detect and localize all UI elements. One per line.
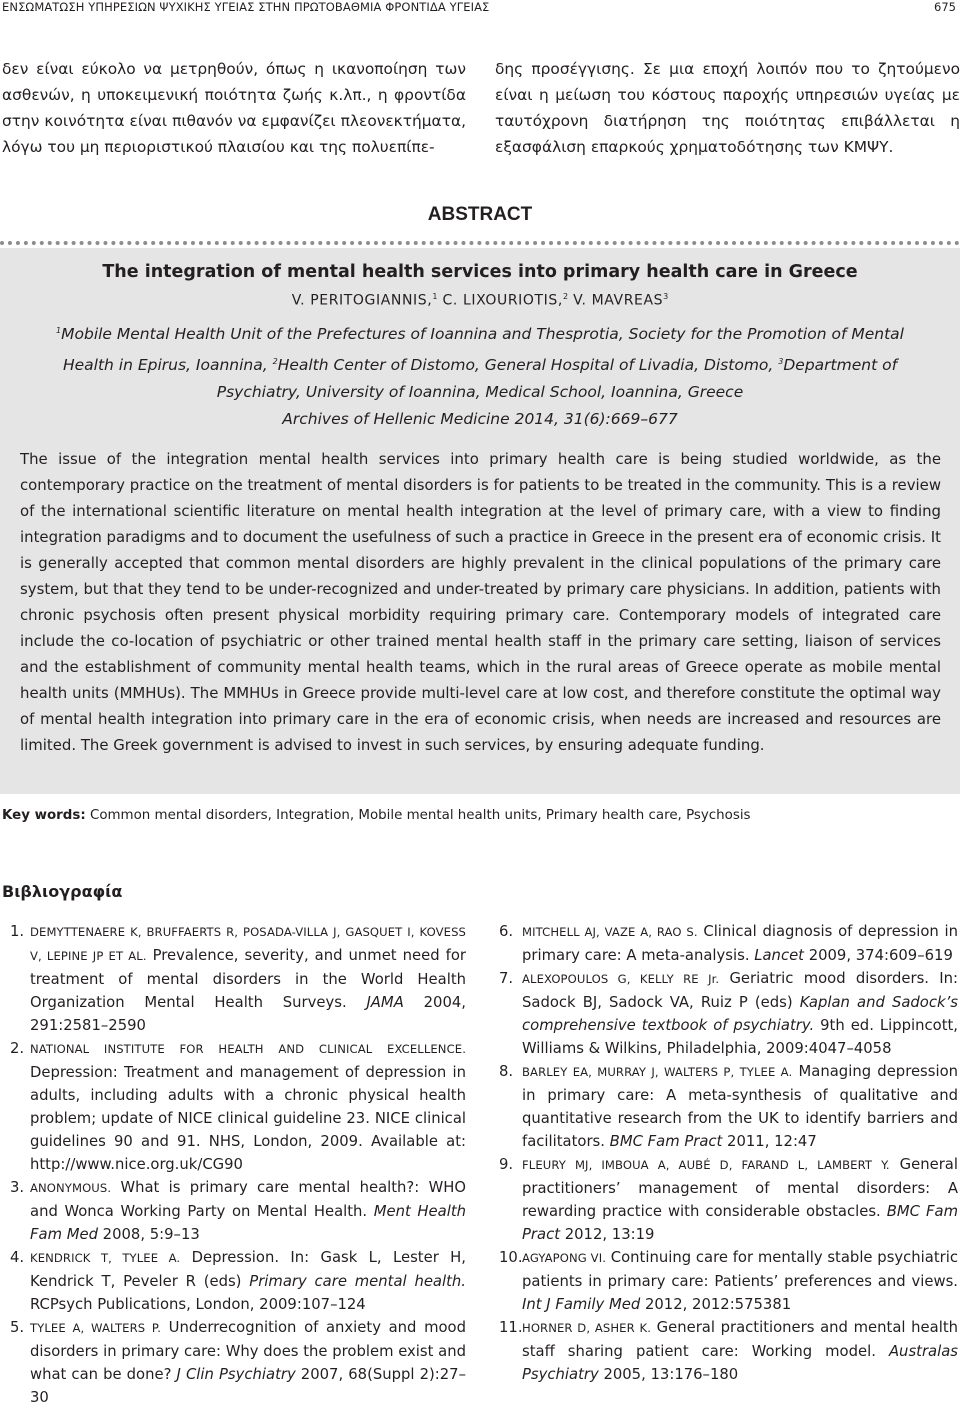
author-name: C. LIXOURIOTIS,	[442, 292, 563, 309]
abstract-body: The issue of the integration mental health services into primary health care is being studied worldwide, as the contemporary practice on the treatment of mental disorders is for patients to be treated in the community. This is a review of the international scientific literature on mental health integration at the level of primary care, with a view to finding integration paradigms and to document the usefulness of such a practice in Greece in the present era of economic crisis. It is generally accepted that common mental disorders are highly prevalent in the clinical populations of the primary care system, but that they tend to be under-recognized and under-treated by primary care physicians. In addition, patients with chronic psychosis often present physical morbidity requiring primary care. Contemporary models of integrated care include the co-location of psychiatric or other trained mental health staff in the primary care setting, liaison of services and the establishment of community mental health teams, which in the rural areas of Greece operate as mobile mental health units (MMHUs). The MMHUs in Greece provide multi-level care at low cost, and therefore constitute the optimal way of mental health integration into primary care in the era of economic crisis, when needs are increased and resources are limited. The Greek government is advised to invest in such services, by ensuring adequate funding.	[20, 450, 941, 754]
abstract-heading: ABSTRACT	[427, 204, 533, 225]
reference-number: 1.	[10, 923, 25, 940]
reference-text: What is primary care mental health?: WHO and Wonca Working Party on Mental Health.	[30, 1179, 466, 1220]
reference-text: General practitioners and mental health staff sharing patient care: Working model.	[522, 1319, 958, 1360]
reference-details: 2012, 2012:575381	[640, 1296, 792, 1313]
affiliations	[30, 317, 930, 406]
reference-text: Managing depression in primary care: A meta-synthesis of qualitative and quantitative research from the UK to identify barriers and facilitators.	[522, 1063, 959, 1150]
reference-number: 3.	[10, 1179, 25, 1196]
reference-item	[492, 920, 958, 967]
reference-item	[492, 967, 958, 1060]
reference-journal: Lancet	[754, 947, 804, 964]
affiliation-text: Mobile Mental Health Unit of the Prefectures of Ioannina and Thesprotia, Society for the Promotion of Mental Health in Epirus, Ioannina,	[61, 325, 904, 375]
reference-journal: Australas Psychiatry	[522, 1343, 958, 1383]
running-title: ΕΝΣΩΜΑΤΩΣΗ ΥΠΗΡΕΣΙΩΝ ΨΥΧΙΚΗΣ ΥΓΕΙΑΣ ΣΤΗΝ ΠΡΩΤΟΒΑΘΜΙΑ ΦΡΟΝΤΙΔΑ ΥΓΕΙΑΣ	[2, 0, 490, 14]
reference-authors: HORNER D, ASHER K.	[522, 1321, 651, 1335]
reference-item	[2, 920, 466, 1037]
reference-details: 2004, 291:2581–2590	[30, 994, 466, 1034]
running-header	[0, 0, 960, 16]
reference-text: Continuing care for mentally stable psychiatric patients in primary care: Patients’ preferences and views.	[522, 1249, 958, 1290]
reference-item	[2, 1037, 466, 1176]
reference-item	[492, 1246, 958, 1316]
reference-item	[2, 1176, 466, 1246]
reference-number: 4.	[10, 1249, 25, 1266]
author-list	[0, 292, 960, 309]
journal-citation: Archives of Hellenic Medicine 2014, 31(6):669–677	[282, 410, 678, 428]
dotted-divider	[0, 241, 960, 245]
reference-text: Underrecognition of anxiety and mood disorders in primary care: Why does the problem exist and what can be done?	[30, 1319, 466, 1383]
reference-details: RCPsych Publications, London, 2009:107–124	[30, 1296, 366, 1313]
page-number: 675	[934, 0, 956, 14]
reference-text: Clinical diagnosis of depression in primary care: A meta-analysis.	[522, 923, 959, 964]
affiliation-mark: 2	[272, 357, 278, 367]
author-affiliation-mark: 2	[562, 292, 569, 301]
reference-journal: BMC Fam Pract	[522, 1203, 959, 1243]
reference-details: 2012, 13:19	[560, 1226, 655, 1243]
keywords-label: Key words:	[2, 808, 86, 823]
reference-number: 9.	[499, 1156, 514, 1173]
reference-journal: BMC Fam Pract	[609, 1133, 723, 1150]
reference-journal: Primary care mental health.	[249, 1273, 466, 1290]
reference-text: General practitioners’ management of mental disorders: A rewarding practice with considerable obstacles.	[522, 1156, 958, 1220]
bibliography-heading: Βιβλιογραφία	[2, 882, 123, 901]
reference-item	[492, 1153, 958, 1246]
reference-details: 2007, 68(Suppl 2):27–30	[30, 1366, 466, 1406]
reference-text: Depression. In: Gask L, Lester H, Kendrick T, Peveler R (eds)	[30, 1249, 466, 1290]
reference-journal: J Clin Psychiatry	[176, 1366, 296, 1383]
reference-authors: MITCHELL AJ, VAZE A, RAO S.	[522, 925, 698, 939]
keywords-text: Common mental disorders, Integration, Mobile mental health units, Primary health care, Psychosis	[89, 808, 751, 823]
reference-journal: Ment Health Fam Med	[30, 1203, 466, 1243]
reference-authors: DEMYTTENAERE K, BRUFFAERTS R, POSADA-VILLA J, GASQUET I, KOVESS V, LEPINE JP ET AL.	[30, 925, 466, 963]
reference-authors: ALEXOPOULOS G, KELLY RE Jr.	[522, 972, 720, 986]
reference-number: 6.	[499, 923, 514, 940]
reference-number: 5.	[10, 1319, 25, 1336]
author-name: V. MAVREAS	[573, 292, 664, 309]
reference-number: 8.	[499, 1063, 514, 1080]
keywords	[2, 808, 952, 823]
author-affiliation-mark: 3	[663, 292, 669, 301]
reference-number: 10.	[499, 1249, 523, 1266]
reference-number: 2.	[10, 1040, 25, 1057]
reference-item	[2, 1316, 466, 1409]
reference-text: Depression: Treatment and management of depression in adults, including adults with a chronic physical health problem; update of NICE clinical guideline 23. NICE clinical guidelines 90 and 91. NHS, London, 2009. Available at: http://www.nice.org.uk/CG90	[30, 1064, 466, 1173]
reference-details: 9th ed. Lippincott, Williams & Wilkins, Philadelphia, 2009:4047–4058	[522, 1017, 958, 1057]
affiliation-mark: 1	[56, 326, 62, 335]
affiliation-mark: 3	[778, 357, 784, 367]
reference-authors: TYLEE A, WALTERS P.	[30, 1321, 161, 1335]
reference-authors: NATIONAL INSTITUTE FOR HEALTH AND CLINICAL EXCELLENCE.	[30, 1042, 466, 1056]
reference-details: 2009, 374:609–619	[803, 947, 953, 964]
greek-text-left-column: δεν είναι εύκολο να μετρηθούν, όπως η ικανοποίηση των ασθενών, η υποκειμενική ποιότητα ζωής κ.λπ., η φροντίδα στην κοινότητα είναι πιθανόν να εμφανίζει πλεονεκτήματα, λόγω του μη περιοριστικού πλαισίου και της πολυεπίπε-	[2, 60, 466, 156]
affiliation-text: Department of Psychiatry, University of Ioannina, Medical School, Ioannina, Greece	[216, 356, 898, 402]
reference-item	[492, 1060, 958, 1153]
reference-text: Geriatric mood disorders. In: Sadock BJ, Sadock VA, Ruiz P (eds)	[522, 970, 958, 1011]
reference-number: 7.	[499, 970, 514, 987]
reference-journal: JAMA	[366, 994, 404, 1011]
reference-details: 2011, 12:47	[722, 1133, 817, 1150]
reference-item	[492, 1316, 958, 1386]
reference-authors: FLEURY MJ, IMBOUA A, AUBÉ D, FARAND L, LAMBERT Y.	[522, 1158, 890, 1172]
author-name: V. PERITOGIANNIS,	[291, 292, 433, 309]
affiliation-text: Health Center of Distomo, General Hospital of Livadia, Distomo,	[277, 356, 779, 375]
reference-authors: KENDRICK T, TYLEE A.	[30, 1251, 181, 1265]
reference-details: 2005, 13:176–180	[598, 1366, 739, 1383]
greek-text-right-column: δης προσέγγισης. Σε μια εποχή λοιπόν που το ζητούμενο είναι η μείωση του κόστους παροχής υπηρεσιών υγείας με ταυτόχρονη διατήρηση της ποιότητας επιβάλλεται η εξασφάλιση επαρκούς χρηματοδότησης των ΚΜΨΥ.	[495, 60, 960, 156]
reference-text: Prevalence, severity, and unmet need for treatment of mental disorders in the World Health Organization Mental Health Surveys.	[30, 947, 466, 1011]
reference-journal: Int J Family Med	[522, 1296, 641, 1313]
article-title: The integration of mental health services into primary health care in Greece	[102, 262, 858, 282]
reference-journal: Kaplan and Sadock’s comprehensive textbook of psychiatry.	[522, 994, 958, 1034]
reference-authors: BARLEY EA, MURRAY J, WALTERS P, TYLEE A.	[522, 1065, 793, 1079]
reference-authors: AGYAPONG VI.	[522, 1251, 607, 1265]
reference-list-left	[2, 920, 466, 1409]
reference-list-right	[492, 920, 958, 1386]
reference-item	[2, 1246, 466, 1316]
author-affiliation-mark: 1	[432, 292, 438, 301]
reference-authors: ANONYMOUS.	[30, 1181, 112, 1195]
reference-details: 2008, 5:9–13	[97, 1226, 200, 1243]
reference-number: 11.	[499, 1319, 523, 1336]
